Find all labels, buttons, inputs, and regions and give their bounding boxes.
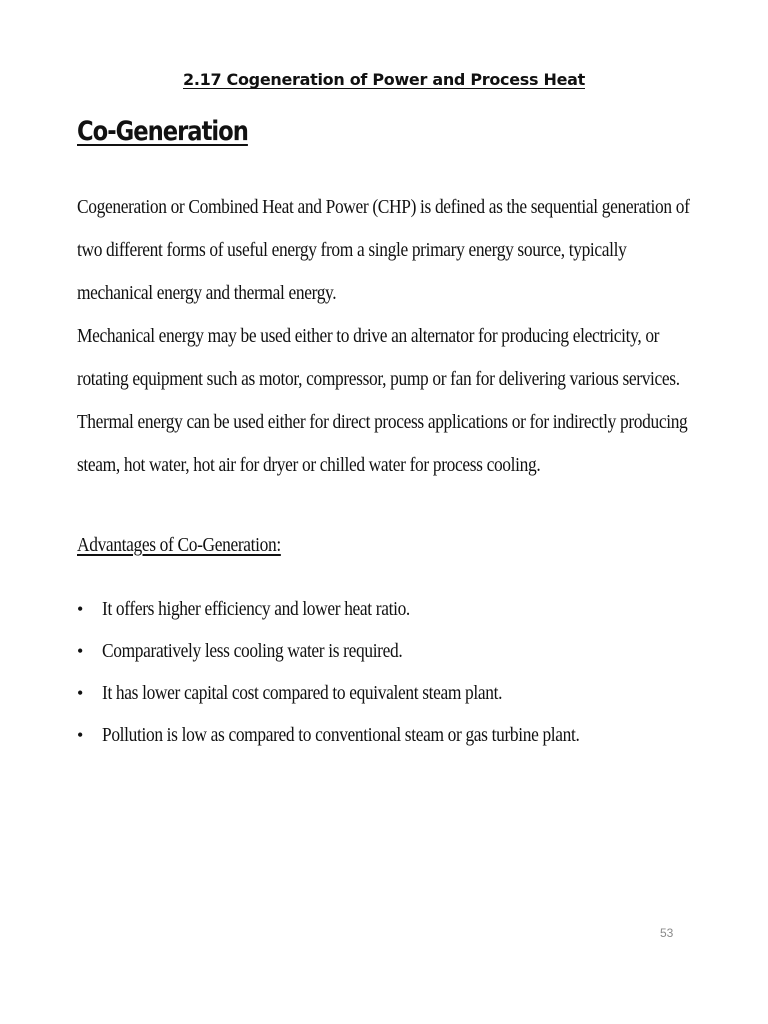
body-line: mechanical energy and thermal energy. — [77, 282, 337, 304]
body-line: steam, hot water, hot air for dryer or chilled water for process cooling. — [77, 454, 541, 476]
bullet-icon: • — [77, 641, 83, 661]
list-item — [77, 630, 651, 672]
list-item-text: Comparatively less cooling water is required. — [102, 640, 403, 662]
body-line: two different forms of useful energy from a single primary energy source, typically — [77, 239, 627, 261]
list-item — [77, 588, 651, 630]
list-item-text: It has lower capital cost compared to equivalent steam plant. — [102, 682, 503, 704]
advantages-heading: Advantages of Co-Generation: — [77, 534, 281, 556]
list-item-text: Pollution is low as compared to conventional steam or gas turbine plant. — [102, 724, 580, 746]
page-title: Co-Generation — [77, 116, 248, 147]
body-line: Thermal energy can be used either for direct process applications or for indirectly producing — [77, 411, 688, 433]
advantages-list — [77, 588, 651, 756]
body-line: Cogeneration or Combined Heat and Power (CHP) is defined as the sequential generation of — [77, 196, 690, 218]
bullet-icon: • — [77, 599, 83, 619]
body-line: Mechanical energy may be used either to drive an alternator for producing electricity, or — [77, 325, 660, 347]
bullet-icon: • — [77, 683, 83, 703]
list-item-text: It offers higher efficiency and lower heat ratio. — [102, 598, 410, 620]
body-line: rotating equipment such as motor, compressor, pump or fan for delivering various services. — [77, 368, 680, 390]
bullet-icon: • — [77, 725, 83, 745]
body-paragraph — [77, 186, 690, 487]
page-number: 53 — [660, 926, 674, 940]
list-item — [77, 714, 651, 756]
section-heading: 2.17 Cogeneration of Power and Process Heat — [183, 70, 585, 89]
list-item — [77, 672, 651, 714]
